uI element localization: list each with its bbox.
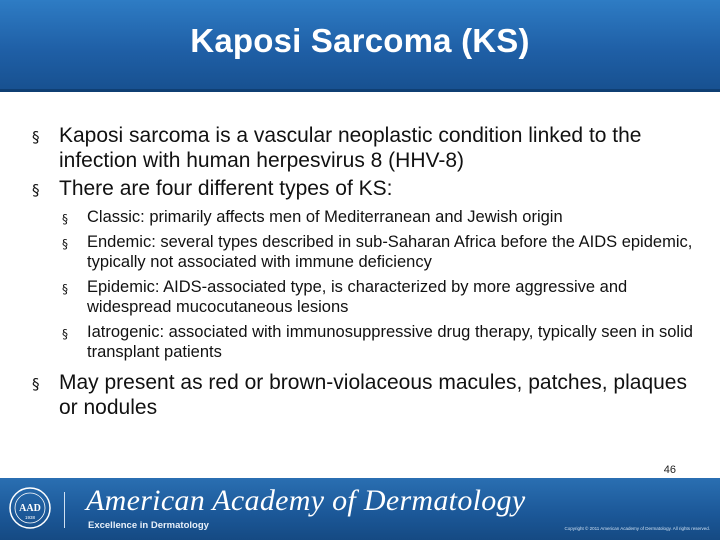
bullet-text: May present as red or brown-violaceous macules, patches, plaques or nodules [59,371,687,419]
sub-bullet-item [62,232,697,272]
bullet-text: Kaposi sarcoma is a vascular neoplastic condition linked to the infection with human herpesvirus 8 (HHV-8) [59,124,642,172]
bullet-marker-icon: § [62,327,68,341]
slide-title: Kaposi Sarcoma (KS) [190,22,530,59]
seal-text: AAD [19,503,41,514]
slide-content [32,123,697,423]
bullet-marker-icon: § [32,181,40,199]
footer-bar [0,478,720,540]
organization-name: American Academy of Dermatology [86,484,526,517]
sub-bullet-item [62,277,697,317]
bullet-marker-icon: § [32,128,40,146]
copyright-notice: Copyright © 2011 American Academy of Dermatology. All rights reserved. [564,526,710,531]
bullet-item [32,123,697,173]
footer-divider [64,492,65,528]
bullet-marker-icon: § [62,237,68,251]
aad-seal-icon [8,486,52,530]
sub-bullet-item [62,207,697,227]
sub-bullet-item [62,322,697,362]
ks-types-list [32,207,697,362]
title-bar [0,0,720,92]
sub-bullet-text: Endemic: several types described in sub-Saharan Africa before the AIDS epidemic, typically not associated with immune deficiency [87,233,693,271]
bullet-marker-icon: § [62,212,68,226]
bullet-item [32,176,697,201]
bullet-text: There are four different types of KS: [59,177,393,200]
sub-bullet-text: Epidemic: AIDS-associated type, is characterized by more aggressive and widespread mucocutaneous lesions [87,278,628,316]
bullet-marker-icon: § [32,375,40,393]
bullet-item [32,370,697,420]
sub-bullet-text: Classic: primarily affects men of Mediterranean and Jewish origin [87,208,563,226]
seal-year: 1938 [24,515,36,520]
bullet-marker-icon: § [62,282,68,296]
sub-bullet-text: Iatrogenic: associated with immunosuppressive drug therapy, typically seen in solid transplant patients [87,323,693,361]
page-number: 46 [663,464,676,476]
organization-tagline: Excellence in Dermatology [88,520,209,531]
